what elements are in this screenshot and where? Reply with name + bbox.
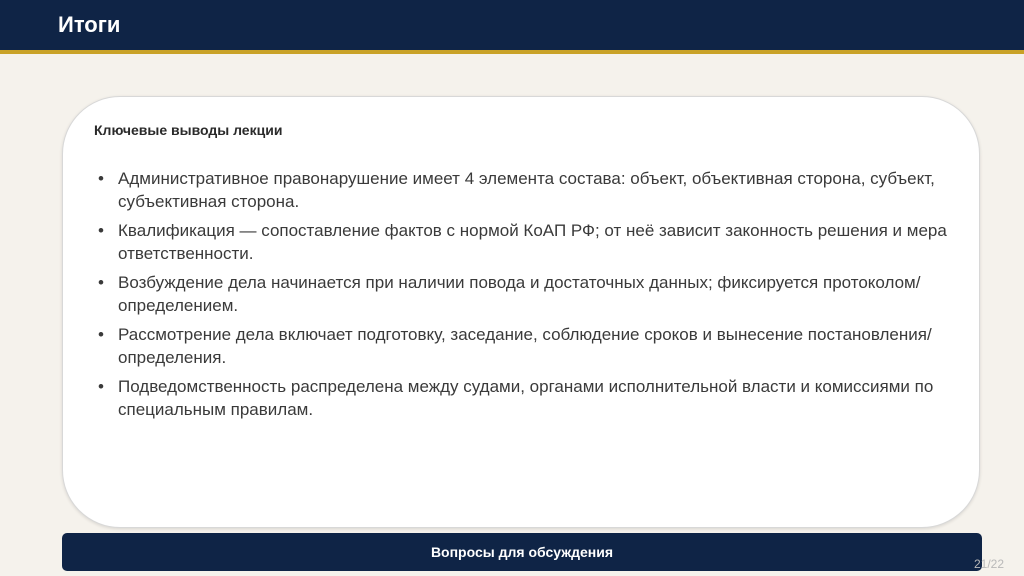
bullet-text: Рассмотрение дела включает подготовку, заседание, соблюдение сроков и вынесение постановления/определения. bbox=[118, 325, 932, 367]
bullet-text: Квалификация — сопоставление фактов с нормой КоАП РФ; от неё зависит законность решения и мера ответственности. bbox=[118, 221, 947, 263]
slide-title: Итоги bbox=[58, 12, 121, 37]
bullet-list bbox=[98, 167, 948, 427]
card-heading: Ключевые выводы лекции bbox=[94, 122, 283, 138]
bullet-item bbox=[98, 323, 948, 369]
bullet-text: Административное правонарушение имеет 4 элемента состава: объект, объективная сторона, субъект, субъективная сторона. bbox=[118, 169, 935, 211]
bullet-marker: • bbox=[98, 169, 104, 188]
bullet-item bbox=[98, 375, 948, 421]
bullet-marker: • bbox=[98, 377, 104, 396]
bullet-marker: • bbox=[98, 325, 104, 344]
discussion-questions-button[interactable] bbox=[62, 533, 982, 571]
slide-header bbox=[0, 0, 1024, 50]
header-accent-stripe bbox=[0, 50, 1024, 54]
bullet-text: Подведомственность распределена между судами, органами исполнительной власти и комиссиями по специальным правилам. bbox=[118, 377, 934, 419]
bullet-item bbox=[98, 271, 948, 317]
discussion-questions-label: Вопросы для обсуждения bbox=[430, 544, 614, 560]
bullet-item bbox=[98, 167, 948, 213]
bullet-marker: • bbox=[98, 273, 104, 292]
bullet-text: Возбуждение дела начинается при наличии повода и достаточных данных; фиксируется протоколом/определением. bbox=[118, 273, 921, 315]
page-number: 21/22 bbox=[973, 557, 1004, 571]
bullet-item bbox=[98, 219, 948, 265]
summary-card bbox=[62, 96, 980, 528]
bullet-marker: • bbox=[98, 221, 104, 240]
